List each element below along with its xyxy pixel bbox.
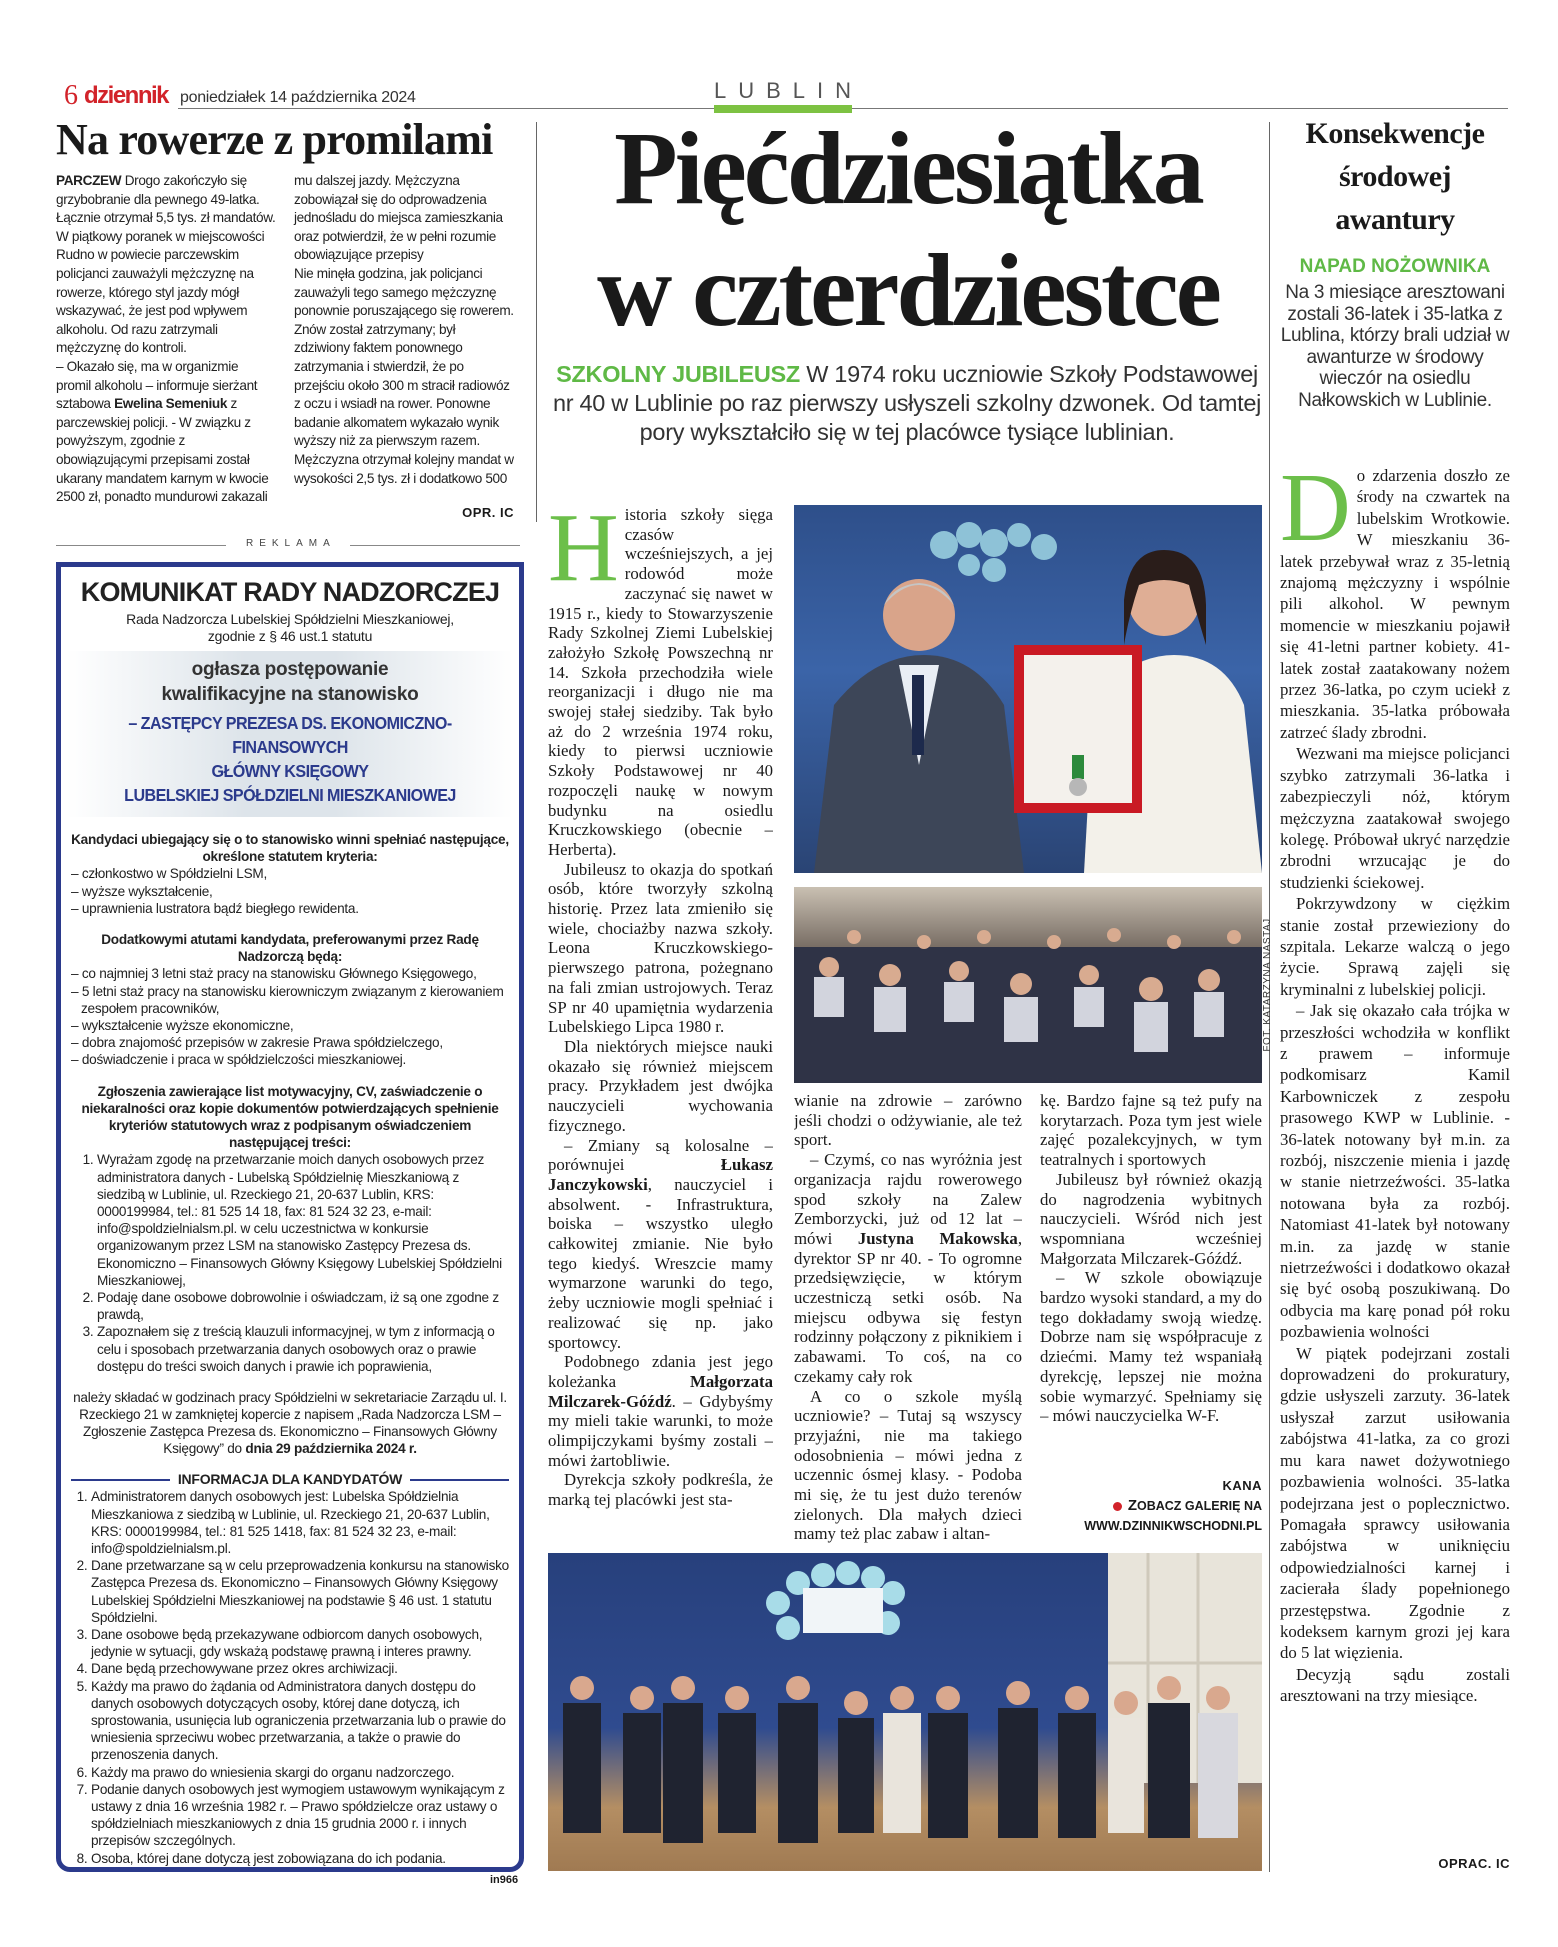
ad-extras-list: [71, 965, 509, 1068]
paragraph: Dla niektórych miejsce nauki okazało się również miejscem pracy. Przykładem jest dwójka nauczycieli wychowania fizycznego.: [548, 1036, 773, 1135]
column-divider: [536, 122, 537, 522]
drop-cap: D: [1280, 465, 1351, 562]
left-article-headline: Na rowerze z promilami: [56, 115, 493, 164]
paragraph: A co o szkole myślą uczniowie? – Tutaj są wszyscy przyjaźni, nie ma takiego odosobnienia – mówi jedna z uczennic ósmej klasy. - Podoba mi się, że tu jest dużo terenów zielonych. Dla małych dzieci mamy też plac zabaw i altan-: [794, 1386, 1022, 1544]
right-headline-line: środowej: [1338, 160, 1452, 193]
list-item: 5. Każdy ma prawo do żądania od Administratora danych dostępu do danych osobowych dotyczących osoby, której dane dotyczą, ich sprostowania, usunięcia lub ograniczenia przetwarzania lub o prawie do wniesienia sprzeciwu wobec przetwarzania, a także o prawie do przenoszenia danych.: [91, 1678, 509, 1764]
ad-announce-line: kwalifikacyjne na stanowisko: [161, 684, 419, 705]
paragraph: [548, 1352, 773, 1470]
newspaper-logo: dziennik: [84, 82, 169, 109]
ad-criteria-heading: Kandydaci ubiegający się o to stanowisko winni spełniać następujące, określone statutem kryteria:: [71, 832, 509, 865]
list-item: 7. Podanie danych osobowych jest wymogiem ustawowym wynikającym z ustawy z dnia 16 września 1982 r. – Prawo spółdzielcze oraz ustawy o spółdzielniach mieszkaniowych z dnia 15 grudnia 2000 r. i innych przepisów szczególnych.: [91, 1781, 509, 1850]
paragraph: kę. Bardzo fajne są też pufy na korytarzach. Poza tym jest wiele zajęć pozalekcyjnych, w tym teatralnych i sportowych: [1040, 1091, 1262, 1170]
gallery-label: [1030, 1496, 1262, 1516]
paragraph: Pokrzywdzony w ciężkim stanie został przewieziony do szpitala. Lekarze walczą o jego życie. Sprawą zajęli się kryminalni z lubelskiej policji.: [1280, 894, 1510, 999]
gallery-label-cap: Z: [1127, 1497, 1137, 1514]
column-text: [1040, 1091, 1262, 1426]
divider: [56, 545, 226, 546]
photo-group-jubilee: [548, 1553, 1262, 1871]
divider: [410, 1479, 509, 1481]
right-article-headline: [1280, 112, 1510, 241]
bold-name: Małgorzata Milczarek-Góźdź: [548, 1371, 773, 1411]
ad-code: in966: [490, 1874, 519, 1886]
ad-announcement: [67, 651, 513, 817]
paragraph: Wezwani ma miejsce policjanci szybko zatrzymali 36-latka i zabezpieczyli nóż, którym mężczyzna zaatakował swojego kolegę. Próbował ukryć narzędzie zbrodni wrzucając je do studzienki ściekowej.: [1280, 744, 1510, 892]
issue-date: poniedziałek 14 października 2024: [180, 89, 416, 106]
list-item: 2. Podaję dane osobowe dobrowolnie i oświadczam, iż są one zgodne z prawdą,: [97, 1289, 509, 1323]
text-segment: . – Gdybyśmy my mieli takie warunki, to może olimpijczykami byśmy zostali – mówi żartobliwie.: [548, 1391, 773, 1470]
text-segment: , nauczyciel i absolwent. - Infrastruktura, boiska – wszystko uległo całkowitej zmianie. Nie było tego kiedyś. Wreszcie mamy wymarzone warunki do tego, żeby uczniowie mogli spełniać i realizować się np. jako sportowcy.: [548, 1174, 773, 1352]
paragraph: – wykształcenie wyższe ekonomiczne,: [71, 1018, 294, 1034]
advertisement-box: [56, 562, 524, 1872]
gallery-label-text: OBACZ GALERIĘ NA: [1137, 1499, 1262, 1513]
paragraph: Jubileusz był również okazją do nagrodzenia wybitnych nauczycieli. Wśród nich jest wspomniana wcześniej Małgorzata Milczarek-Góźdź.: [1040, 1169, 1262, 1268]
right-article-byline: OPRAC. IC: [1438, 1856, 1510, 1871]
advertisement-label-text: REKLAMA: [246, 538, 336, 549]
photo-award-ceremony-image: [794, 505, 1262, 873]
text-segment: – Zmiany są kolosalne – porównujei: [548, 1135, 773, 1175]
column-text: [1280, 465, 1510, 1707]
left-article-body: [56, 172, 514, 524]
column-text: [548, 505, 773, 1510]
right-headline-line: Konsekwencje: [1305, 117, 1485, 150]
photo-credit: [1262, 887, 1276, 1083]
ad-subtitle-line: zgodnie z § 46 ust.1 statutu: [207, 628, 373, 644]
paragraph: – W szkole obowiązuje bardzo wysoki standard, a my do tego dokładamy swoją wiedzę. Dobrze nam się współpracuje z dziećmi. Mamy też wspaniałą dyrekcję, lepszej nie można sobie wymarzyć. Spełniamy się – mówi nauczycielka W-F.: [1040, 1268, 1262, 1426]
divider: [350, 545, 520, 546]
list-item: 1. Wyrażam zgodę na przetwarzanie moich danych osobowych przez administratora danych - Lubelską Spółdzielnię Mieszkaniową z siedzibą w Lublinie, ul. Rzeckiego 21, 20-637 Lublin, KRS: 0000199984, tel.: 81 525 14 18, fax: 81 524 32 23, e-mail: info@spoldzielnialsm.pl. w celu uczestnictwa w konkursie organizowanym przez LSM na stanowisko Zastępcy Prezesa ds. Ekonomiczno – Finansowych Główny Księgowy Lubelskiej Spółdzielni Mieszkaniowej,: [97, 1151, 509, 1289]
list-item: 4. Dane będą przechowywane przez okres archiwizacji.: [91, 1660, 509, 1677]
text-segment: z parczewskiej policji. - W związku z powyższym, zgodnie z obowiązującymi przepisami został ukarany mandatem karnym w kwocie 2500 zł, ponadto mundurowi zakazali mu dalszej jazdy. Mężczyzna zobowiązał się do odprowadzenia jednośladu do miejsca zamieszkania oraz potwierdził, że w pełni rozumie obowiązujące przepisy: [56, 173, 503, 505]
list-item: 1. Administratorem danych osobowych jest: Lubelska Spółdzielnia Mieszkaniowa z siedzibą w Lublinie, ul. Rzeckiego 21, 20-637 Lublin, KRS: 0000199984, tel.: 81 525 1418, fax: 81 524 32 23, e-mail: info@spoldzielnialsm.pl.: [91, 1488, 509, 1557]
main-article-column-1: [548, 505, 773, 1550]
text-segment: – Czymś, co nas wyróżnia jest organizacja rajdu rowerowego spod szkoły na Zalew Zemborzycki, już od 12 lat – mówi: [794, 1150, 1022, 1248]
list-item: 3. Dane osobowe będą przekazywane odbiorcom danych osobowych, jedynie w sytuacji, gdy wskażą podstawę prawną i interes prawny.: [91, 1626, 509, 1660]
text-segment: – Okazało się, ma w organizmie promil alkoholu – informuje sierżant sztabowa: [56, 358, 258, 412]
ad-submit-instructions: [71, 1389, 509, 1458]
ad-info-heading: [71, 1471, 509, 1488]
paragraph: Nie minęła godzina, jak policjanci zauważyli tego samego mężczyznę ponownie poruszającego się rowerem. Znów został zatrzymany; był zdziwiony faktem ponownego zatrzymania i stwierdził, że po przejściu około 300 m stracił radiowóz z oczu i wsiadł na rower. Ponowne badanie alkomatem wykazało wynik wyższy niż za pierwszym razem. Mężczyzna otrzymał kolejny mandat w wysokości 2,5 tys. zł i dodatkowo 500: [294, 265, 514, 486]
paragraph: – wyższe wykształcenie,: [71, 883, 213, 899]
paragraph: – doświadczenie i praca w spółdzielczości mieszkaniowej.: [71, 1052, 407, 1068]
main-kicker: SZKOLNY JUBILEUSZ: [556, 361, 800, 387]
paragraph: o zdarzenia doszło ze środy na czwartek na lubelskim Wrotkowie. W mieszkaniu 36-latek przebywał wraz z 35-letnią znajomą mężczyzny i wspólnie pili alkohol. W pewnym momencie w mieszkaniu pojawił się 41-letni partner kobiety. 41-latek został zaatakowany nożem przez 36-latka, po czym uciekł z mieszkania. 35-latka próbowała zatrzeć ślady zbrodni.: [1280, 466, 1510, 742]
ad-announce-line: ogłasza postępowanie: [191, 659, 389, 680]
main-headline-line: Pięćdziesiątka: [614, 111, 1202, 226]
ad-subtitle: [71, 611, 509, 645]
left-article-byline: OPR. IC: [462, 505, 514, 520]
main-article-column-3: [1040, 1091, 1262, 1481]
right-headline-line: awantury: [1335, 203, 1455, 236]
main-headline: [548, 108, 1268, 352]
text-segment: należy składać w godzinach pracy Spółdzielni w sekretariacie Zarządu ul. I. Rzeckiego 21 w zamkniętej kopercie z napisem „Rada Nadzorcza LSM – Zgłoszenie Zastępca Prezesa ds. Ekonomiczno – Finansowych Główny Księgowy” do: [73, 1389, 507, 1457]
text-segment: , dyrektor SP nr 40. - To ogromne przedsięwzięcie, w którym uczestniczą setki osób. Na miejscu odbywa się festyn rodzinny połączony z piknikiem i zabawami. To coś, na co czekamy cały rok: [794, 1228, 1022, 1386]
paragraph: istoria szkoły sięga czasów wcześniejszych, a jej rodowód może zaczynać się nawet w 1915 r., kiedy to Stowarzyszenie Rady Szkolnej Ziemi Lubelskiej założyło Szkołę Powszechną nr 14. Szkoła przechodziła wiele reorganizacji i długo nie ma swojej stałej siedziby. Tak było aż do 2 września 1974 roku, kiedy to pierwsi uczniowie Szkoły Podstawowej nr 40 rozpoczęli naukę w nowym budynku na osiedlu Kruczkowskiego (obecnie – Herberta).: [548, 505, 773, 859]
ad-title: KOMUNIKAT RADY NADZORCZEJ: [80, 577, 500, 607]
right-article-lead: Na 3 miesiące aresztowani zostali 36-latek i 35-latka z Lublina, którzy brali udział w awanturze w środowy wieczór na osiedlu Nałkowskich w Lublinie.: [1280, 282, 1510, 411]
list-item: 6. Każdy ma prawo do wniesienia skargi do organu nadzorczego.: [91, 1764, 509, 1781]
ad-statements-list: [71, 1151, 509, 1375]
paragraph: [548, 1136, 773, 1353]
ad-submission-heading: Zgłoszenia zawierające list motywacyjny, CV, zaświadczenie o niekaralności oraz kopie dokumentów potwierdzających spełnienie kryteriów statutowych wraz z podpisanym oświadczeniem następującej treści:: [81, 1083, 499, 1151]
bold-name: Justyna Makowska: [857, 1228, 1018, 1248]
bold-name: Łukasz Janczykowski: [548, 1155, 773, 1194]
list-item: 8. Osoba, której dane dotyczą jest zobowiązana do ich podania.: [91, 1850, 509, 1872]
paragraph: Jubileusz to okazja do spotkań osób, które tworzyły szkolną historię. Przez lata zmieniło się wiele, chociażby nazwa szkoły. Leona Kruczkowskiego- pierwszego patrona, pożegnano na fali zmian ustrojowych. Teraz SP nr 40 upamiętnia wydarzenia Lubelskiego Lipca 1980 r.: [548, 859, 773, 1037]
main-article-byline: KANA: [1222, 1478, 1262, 1493]
ad-subtitle-line: Rada Nadzorcza Lubelskiej Spółdzielni Mieszkaniowej,: [126, 611, 454, 627]
page-number: 6: [64, 80, 78, 111]
paragraph: – 5 letni staż pracy na stanowisku kierowniczym związanym z kierowaniem zespołem pracowników,: [71, 983, 504, 1016]
ad-extras-heading: Dodatkowymi atutami kandydata, preferowanymi przez Radę Nadzorczą będą:: [101, 932, 479, 965]
bold-name: dnia 29 października 2024 r.: [245, 1441, 417, 1457]
right-article-body: [1280, 465, 1510, 1845]
photo-group-jubilee-image: [548, 1553, 1262, 1871]
paragraph: [56, 172, 276, 358]
paragraph: Dyrekcja szkoły podkreśla, że marką tej placówki jest sta-: [548, 1470, 773, 1510]
paragraph: [794, 1150, 1022, 1386]
paragraph: – co najmniej 3 letni staż pracy na stanowisku Głównego Księgowego,: [71, 966, 477, 982]
ad-position-line: GŁÓWNY KSIĘGOWY: [211, 761, 369, 781]
list-item: 3. Zapoznałem się z treścią klauzuli informacyjnej, w tym z informacją o celu i sposobach przetwarzania danych osobowych oraz o prawie dostępu do treści swoich danych i prawie ich poprawienia,: [97, 1323, 509, 1375]
ad-position-line: LUBELSKIEJ SPÓŁDZIELNI MIESZKANIOWEJ: [124, 785, 456, 805]
gallery-link[interactable]: [1030, 1496, 1262, 1536]
paragraph: [71, 1389, 509, 1458]
ad-position-line: – ZASTĘPCY PREZESA DS. EKONOMICZNO-FINANSOWYCH: [128, 713, 452, 757]
main-lead-text: W 1974 roku uczniowie Szkoły Podstawowej nr 40 w Lublinie po raz pierwszy usłyszeli szkolny dzwonek. Od tamtej pory wykształciło się w tej placówce tysiące lublinian.: [552, 361, 1262, 445]
advertisement-label: [56, 538, 520, 552]
photo-students-audience-image: [794, 887, 1262, 1083]
column-text: [794, 1091, 1022, 1544]
ad-info-heading-text: INFORMACJA DLA KANDYDATÓW: [177, 1471, 403, 1488]
paragraph: W piątek podejrzani zostali doprowadzeni do prokuratury, gdzie usłyszeli zarzuty. 36-latek usłyszał zarzut usiłowania zabójstwa 41-latka, za co grozi mu kara nawet dożywotniego pozbawienia wolności. 35-latka podejrzana jest o poplecznictwo. Pomagała sprawcy usiłowania zabójstwa w uniknięciu odpowiedzialności karnej i zacierała ślady popełnionego przestępstwa. Zgodnie z kodeksem karnym grozi jej kara do 5 lat więzienia.: [1280, 1343, 1510, 1663]
photo-credit-text: FOT. KATARZYNA NASTAJ: [1262, 918, 1273, 1052]
paragraph: wianie na zdrowie – zarówno jeśli chodzi o odżywianie, ale też sport.: [794, 1091, 1022, 1150]
paragraph: – Jak się okazało cała trójka w przeszłości wchodziła w konflikt z prawem – informuje podkomisarz Kamil Karbowniczek z zespołu prasowego KWP w Lublinie. - 36-latek notowany był m.in. za rozbój, niszczenie mienia i jazdę w stanie nietrzeźwości. 35-latka notowana była za rozbój. Natomiast 41-latek był notowany m.in. za jazdę w stanie nietrzeźwości i dodatkowo okazał się być osobą poszukiwaną. Do odbycia ma karę ponad pół roku pozbawienia wolności: [1280, 1001, 1510, 1342]
drop-cap: H: [548, 505, 619, 602]
main-article-column-2: [794, 1091, 1022, 1547]
text-segment: Podobnego zdania jest jego koleżanka: [548, 1352, 773, 1391]
main-lead: [548, 360, 1266, 447]
gallery-url[interactable]: WWW.DZINNIKWSCHODNI.PL: [1084, 1519, 1262, 1533]
list-item: 2. Dane przetwarzane są w celu przeprowadzenia konkursu na stanowisko Zastępca Prezesa ds. Ekonomiczno – Finansowych Główny Księgowy Lubelskiej Spółdzielni Mieszkaniowej na podstawie § 46 ust. 1 statutu Spółdzielni.: [91, 1557, 509, 1626]
bold-name: Ewelina Semeniuk: [114, 396, 228, 412]
bullet-icon: [1113, 1502, 1122, 1511]
text-segment: Drogo zakończyło się grzybobranie dla pewnego 49-latka. Łącznie otrzymał 5,5 tys. zł mandatów. W piątkowy poranek w miejscowości Rudno w powiecie parczewskim policjanci zauważyli mężczyznę na rowerze, którego styl jazdy mógł wskazywać, że jest pod wpływem alkoholu. Od razu zatrzymali mężczyznę do kontroli.: [56, 173, 276, 356]
paragraph: Decyzją sądu zostali aresztowani na trzy miesiące.: [1280, 1664, 1510, 1706]
right-article-kicker: NAPAD NOŻOWNIKA: [1299, 256, 1491, 277]
photo-students-audience: [794, 887, 1262, 1083]
paragraph: – uprawnienia lustratora bądź biegłego rewidenta.: [71, 900, 359, 916]
main-headline-line: w czterdziestce: [597, 233, 1219, 348]
paragraph: – dobra znajomość przepisów w zakresie Prawa spółdzielczego,: [71, 1035, 443, 1051]
section-label: LUBLIN: [714, 78, 864, 103]
ad-info-list: [71, 1488, 509, 1872]
paragraph: – członkostwo w Spółdzielni LSM,: [71, 866, 267, 882]
photo-award-ceremony: [794, 505, 1262, 873]
divider: [71, 1479, 170, 1481]
bold-name: PARCZEW: [56, 173, 122, 188]
ad-criteria-list: [71, 865, 509, 917]
